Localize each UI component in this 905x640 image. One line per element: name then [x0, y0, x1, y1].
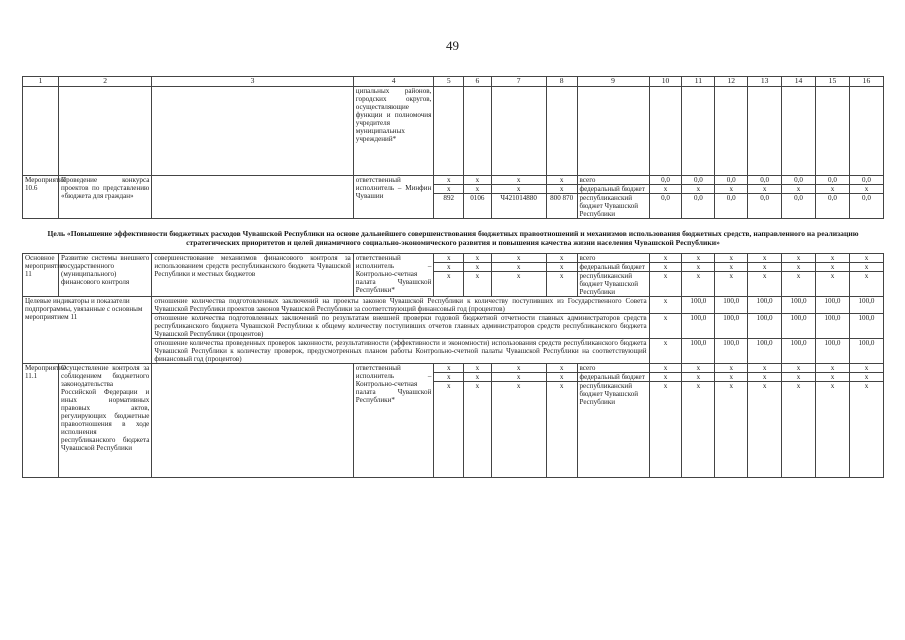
- value-cell: x: [849, 254, 883, 263]
- value-cell: x: [682, 272, 715, 297]
- table-cell: x: [491, 382, 546, 478]
- table-cell: x: [464, 272, 492, 297]
- value-cell: 0,0: [782, 176, 816, 185]
- indicator-text: отношение количества подготовленных заключений по результатам внешней проверки годовой бюджетной отчетности главных администраторов средств республиканского бюджета Чувашской Республики к общему количеству поступивших отчетов главных администраторов средств республиканского бюджета Чувашской Республики (процентов): [152, 314, 649, 339]
- value-cell: x: [849, 272, 883, 297]
- source-cell: республиканский бюджет Чувашской Республики: [577, 194, 649, 219]
- value-cell: 0,0: [649, 194, 682, 219]
- column-number: 4: [353, 77, 434, 87]
- column-number: 2: [59, 77, 152, 87]
- source-cell: всего: [577, 176, 649, 185]
- value-cell: x: [816, 254, 850, 263]
- value-cell: x: [748, 382, 782, 478]
- value-cell: 100,0: [715, 297, 748, 314]
- indicator-row: [23, 297, 884, 314]
- indicator-text: отношение количества проведенных проверок законности, результативности (эффективности и экономности) использования средств республиканского бюджета Чувашской Республики к количеству проверок, предусмотренных планом работы Контрольно-счетной палаты Чувашской Республики на соответствующий финансовый год (процентов): [152, 339, 649, 364]
- executor-cell: ответственный исполнитель – Контрольно-счетная палата Чувашской Республики*: [353, 364, 434, 478]
- source-cell: федеральный бюджет: [577, 373, 649, 382]
- value-cell: x: [649, 297, 682, 314]
- event-code: Основное мероприятие 11: [23, 254, 59, 297]
- value-cell: 0,0: [849, 176, 883, 185]
- goal-heading: Цель «Повышение эффективности бюджетных расходов Чувашской Республики на основе дальнейшего совершенствования бюджетных правоотношений и механизмов использования бюджетных средств, направленного на реализацию стратегических приоритетов и целей динамичного социально-экономического развития и повышения качества жизни населения Чувашской Республики»: [23, 219, 884, 254]
- value-cell: x: [849, 263, 883, 272]
- value-cell: x: [782, 272, 816, 297]
- event-name: Проведение конкурса проектов по представлению «бюджета для граждан»: [59, 176, 152, 219]
- table-cell: x: [434, 382, 464, 478]
- value-cell: x: [816, 364, 850, 373]
- value-cell: x: [782, 382, 816, 478]
- table-cell: x: [491, 185, 546, 194]
- table-cell: 0106: [464, 194, 492, 219]
- value-cell: x: [782, 364, 816, 373]
- value-cell: x: [682, 364, 715, 373]
- table-cell: x: [546, 382, 577, 478]
- value-cell: x: [715, 263, 748, 272]
- value-cell: x: [816, 373, 850, 382]
- value-cell: 0,0: [682, 176, 715, 185]
- value-cell: x: [715, 254, 748, 263]
- table-row: [23, 364, 884, 373]
- value-cell: x: [748, 185, 782, 194]
- column-number: 13: [748, 77, 782, 87]
- table-cell: x: [546, 263, 577, 272]
- value-cell: 100,0: [849, 297, 883, 314]
- value-cell: 100,0: [782, 297, 816, 314]
- value-cell: 0,0: [748, 176, 782, 185]
- column-number: 1: [23, 77, 59, 87]
- table-cell: x: [491, 373, 546, 382]
- table-cell: x: [491, 272, 546, 297]
- value-cell: x: [649, 272, 682, 297]
- column-number-row: [23, 77, 884, 87]
- column-number: 16: [849, 77, 883, 87]
- value-cell: 0,0: [715, 176, 748, 185]
- value-cell: x: [715, 373, 748, 382]
- value-cell: x: [649, 373, 682, 382]
- column-number: 9: [577, 77, 649, 87]
- executor-cell: ответственный исполнитель – Минфин Чувашии: [353, 176, 434, 219]
- column-number: 5: [434, 77, 464, 87]
- value-cell: x: [682, 185, 715, 194]
- page-number: 49: [446, 38, 459, 53]
- source-cell: республиканский бюджет Чувашской Республики: [577, 272, 649, 297]
- value-cell: 100,0: [715, 339, 748, 364]
- table-cell: Ч421014880: [491, 194, 546, 219]
- table-cell: x: [434, 263, 464, 272]
- indicator-row: [23, 314, 884, 339]
- value-cell: 100,0: [682, 314, 715, 339]
- table-cell: x: [546, 272, 577, 297]
- value-cell: x: [715, 382, 748, 478]
- table-cell: x: [546, 373, 577, 382]
- value-cell: x: [649, 314, 682, 339]
- column-number: 12: [715, 77, 748, 87]
- table-cell: x: [464, 176, 492, 185]
- table-cell: 800 870: [546, 194, 577, 219]
- column-number: 8: [546, 77, 577, 87]
- table-cell: x: [434, 272, 464, 297]
- table-cell: x: [464, 382, 492, 478]
- indicator-row: [23, 339, 884, 364]
- value-cell: x: [849, 364, 883, 373]
- executor-cell: ответственный исполнитель – Контрольно-счетная палата Чувашской Республики*: [353, 254, 434, 297]
- value-cell: 0,0: [782, 194, 816, 219]
- value-cell: 0,0: [649, 176, 682, 185]
- column-number: 6: [464, 77, 492, 87]
- value-cell: x: [649, 382, 682, 478]
- value-cell: x: [849, 185, 883, 194]
- indicators-label: Целевые индикаторы и показатели подпрограммы, увязанные с основным мероприятием 11: [23, 297, 152, 364]
- value-cell: x: [782, 254, 816, 263]
- table-cell: x: [546, 176, 577, 185]
- value-cell: x: [715, 364, 748, 373]
- value-cell: 0,0: [816, 194, 850, 219]
- value-cell: x: [682, 254, 715, 263]
- value-cell: x: [816, 185, 850, 194]
- value-cell: x: [782, 185, 816, 194]
- table-cell: x: [491, 176, 546, 185]
- value-cell: x: [748, 254, 782, 263]
- table-cell: x: [491, 364, 546, 373]
- table-row: [23, 254, 884, 263]
- table-cell: x: [464, 263, 492, 272]
- value-cell: x: [816, 272, 850, 297]
- value-cell: x: [782, 263, 816, 272]
- source-cell: всего: [577, 254, 649, 263]
- table-cell: x: [434, 364, 464, 373]
- table-cell: x: [491, 263, 546, 272]
- value-cell: x: [782, 373, 816, 382]
- event-code: Мероприятие 11.1: [23, 364, 59, 478]
- value-cell: 100,0: [849, 314, 883, 339]
- value-cell: 100,0: [682, 339, 715, 364]
- value-cell: x: [748, 373, 782, 382]
- indicator-text: отношение количества подготовленных заключений на проекты законов Чувашской Республики к количеству поступивших из Государственного Совета Чувашской Республики проектов законов Чувашской Республики за соответствующий финансовый год (процентов): [152, 297, 649, 314]
- event-name: Осуществление контроля за соблюдением бюджетного законодательства Российской Федерации и иных нормативных правовых актов, регулирующих бюджетные правоотношения в ходе исполнения республиканского бюджета Чувашской Республики: [59, 364, 152, 478]
- column-number: 14: [782, 77, 816, 87]
- value-cell: x: [682, 263, 715, 272]
- value-cell: x: [649, 263, 682, 272]
- value-cell: x: [649, 364, 682, 373]
- value-cell: 100,0: [782, 314, 816, 339]
- value-cell: x: [715, 185, 748, 194]
- value-cell: x: [849, 373, 883, 382]
- column-number: 7: [491, 77, 546, 87]
- table-cell: x: [464, 185, 492, 194]
- table-cell: x: [464, 364, 492, 373]
- value-cell: 100,0: [849, 339, 883, 364]
- value-cell: x: [682, 382, 715, 478]
- column-number: 10: [649, 77, 682, 87]
- value-cell: x: [649, 254, 682, 263]
- value-cell: x: [649, 339, 682, 364]
- value-cell: x: [816, 263, 850, 272]
- value-cell: 100,0: [816, 297, 850, 314]
- value-cell: x: [748, 364, 782, 373]
- event-description: совершенствование механизмов финансового контроля за использованием средств республиканского бюджета Чувашской Республики и местных бюджетов: [152, 254, 353, 297]
- event-name: Развитие системы внешнего государственного (муниципального) финансового контроля: [59, 254, 152, 297]
- value-cell: 100,0: [682, 297, 715, 314]
- value-cell: 0,0: [748, 194, 782, 219]
- table-cell: 892: [434, 194, 464, 219]
- value-cell: x: [715, 272, 748, 297]
- value-cell: x: [849, 382, 883, 478]
- value-cell: x: [649, 185, 682, 194]
- table-cell: x: [434, 176, 464, 185]
- value-cell: 100,0: [782, 339, 816, 364]
- source-cell: федеральный бюджет: [577, 185, 649, 194]
- value-cell: 0,0: [849, 194, 883, 219]
- table-cell: x: [491, 254, 546, 263]
- table-cell: x: [546, 364, 577, 373]
- table-row: [23, 87, 884, 176]
- value-cell: 0,0: [715, 194, 748, 219]
- table-cell: x: [434, 185, 464, 194]
- column-number: 3: [152, 77, 353, 87]
- value-cell: x: [748, 272, 782, 297]
- source-cell: всего: [577, 364, 649, 373]
- value-cell: 100,0: [816, 314, 850, 339]
- value-cell: 0,0: [816, 176, 850, 185]
- value-cell: 100,0: [748, 339, 782, 364]
- column-number: 15: [816, 77, 850, 87]
- table-row: [23, 176, 884, 185]
- executor-cell: ципальных районов, городских округов, осуществляющие функции и полномочия учредителя муниципальных учреждений*: [353, 87, 434, 176]
- value-cell: 100,0: [816, 339, 850, 364]
- goal-row: [23, 219, 884, 254]
- source-cell: республиканский бюджет Чувашской Республики: [577, 382, 649, 478]
- table-cell: x: [546, 254, 577, 263]
- table-cell: x: [546, 185, 577, 194]
- value-cell: 100,0: [748, 314, 782, 339]
- value-cell: 0,0: [682, 194, 715, 219]
- value-cell: 100,0: [748, 297, 782, 314]
- budget-program-table: [22, 76, 884, 478]
- table-cell: x: [464, 373, 492, 382]
- table-cell: x: [434, 254, 464, 263]
- value-cell: x: [682, 373, 715, 382]
- source-cell: федеральный бюджет: [577, 263, 649, 272]
- value-cell: x: [816, 382, 850, 478]
- column-number: 11: [682, 77, 715, 87]
- table-cell: x: [434, 373, 464, 382]
- event-code: Мероприятие 10.6: [23, 176, 59, 219]
- table-cell: x: [464, 254, 492, 263]
- value-cell: x: [748, 263, 782, 272]
- value-cell: 100,0: [715, 314, 748, 339]
